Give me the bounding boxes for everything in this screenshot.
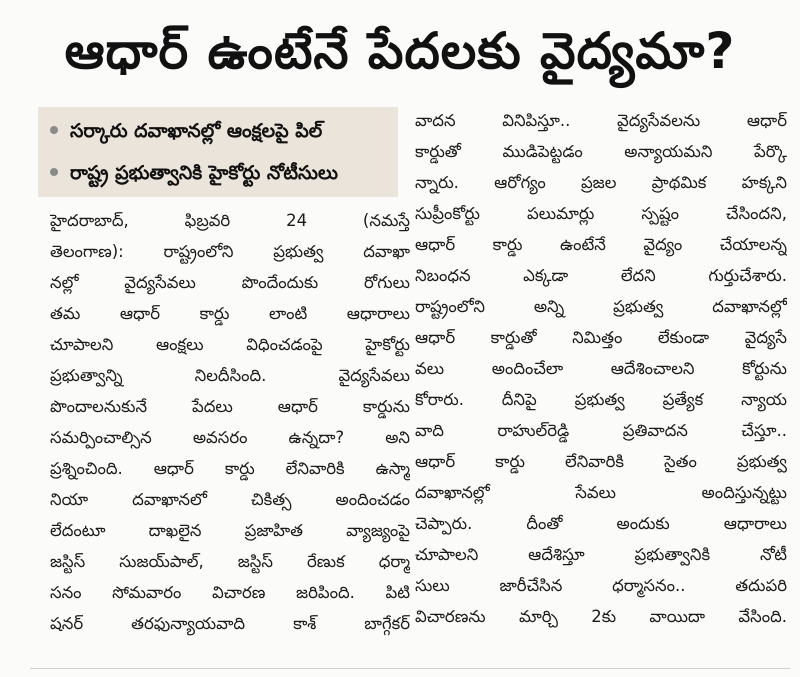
kicker-text: సర్కారు దవాఖానల్లో ఆంక్షలపై పిల్ [70,120,323,142]
bullet-icon [50,168,58,176]
body-line: తమ ఆధార్ కార్డు లాంటి ఆధారాలు [50,304,410,323]
body-line: ఆధార్ కార్డు లేనివారికి సైతం ప్రభుత్వ [415,452,787,471]
body-line: దవాఖానల్లో సేవలు అందిస్తున్నట్టు [415,483,787,502]
kicker-text: రాష్ట్ర ప్రభుత్వానికి హైకోర్టు నోటీసులు [70,162,338,184]
body-line: వాదన వినిపిస్తూ.. వైద్యసేవలను ఆధార్ [415,111,787,130]
body-line: వాది రాహుల్‌రెడ్డి ప్రతివాదన చేస్తూ.. [415,421,787,440]
body-line: సనం సోమవారం విచారణ జరిపింది. పిటి [50,583,410,602]
body-line: సుప్రీంకోర్టు పలుమార్లు స్పష్టం చేసిందని, [415,204,787,223]
body-line: కార్డుతో ముడిపెట్టడం అన్యాయమని పేర్కొ [415,142,787,161]
body-line: చెప్పారు. దీంతో అందుకు ఆధారాలు [415,514,787,533]
body-line: చూపాలని ఆంక్షలు విధించడంపై హైకోర్టు [50,335,410,354]
body-line: ఆధార్ కార్డుతో నిమిత్తం లేకుండా వైద్యసే [415,328,787,347]
body-line: హైదరాబాద్, ఫిబ్రవరి 24 (నమస్తే [50,211,410,230]
body-line: నల్లో వైద్యసేవలు పొందేందుకు రోగులు [50,273,410,292]
body-line: ప్రభుత్వాన్ని నిలదీసింది. వైద్యసేవలు [50,366,410,385]
body-line: విచారణను మార్చి 2కు వాయిదా వేసింది. [415,607,787,626]
body-line: న్నారు. ఆరోగ్యం ప్రజల ప్రాథమిక హక్కని [415,173,787,192]
body-line: నిబంధన ఎక్కడా లేదని గుర్తుచేశారు. [415,266,787,285]
body-line: ఆధార్ కార్డు ఉంటేనే వైద్యం చేయాలన్న [415,235,787,254]
kicker-box [38,107,398,197]
body-line: తెలంగాణ): రాష్ట్రంలోని ప్రభుత్వ దవాఖా [50,242,410,261]
body-line: లేదంటూ దాఖలైన ప్రజాహిత వ్యాజ్యంపై [50,521,410,540]
body-line: కోరారు. దీనిపై ప్రభుత్వ ప్రత్యేక న్యాయ [415,390,787,409]
body-line: ప్రశ్నించింది. ఆధార్ కార్డు లేనివారికి ఉస్మా [50,459,410,478]
body-line: నియా దవాఖానలో చికిత్స అందించడం [50,490,410,509]
body-line: సమర్పించాల్సిన అవసరం ఉన్నదా? అని [50,428,410,447]
body-line: సులు జారీచేసిన ధర్మాసనం.. తదుపరి [415,576,787,595]
bullet-icon [50,126,58,134]
body-line: చూపాలని ఆదేశిస్తూ ప్రభుత్వానికి నోటీ [415,545,787,564]
kicker-item [50,153,395,193]
body-line: షనర్ తరఫున్యాయవాది కాశ్ బాగ్గేకర్ [50,614,410,633]
body-line: వలు అందించేలా ఆదేశించాలని కోర్టును [415,359,787,378]
bottom-divider [30,668,790,669]
body-line: పొందాలనుకునే పేదలు ఆధార్ కార్డును [50,397,410,416]
body-line: జస్టిస్ సుజయ్‌పాల్, జస్టిస్ రేణుక ధర్మా [50,552,410,571]
kicker-item [50,111,395,151]
body-line: రాష్ట్రంలోని అన్ని ప్రభుత్వ దవాఖానల్లో [415,297,787,316]
headline: ఆధార్ ఉంటేనే పేదలకు వైద్యమా? [64,22,736,80]
